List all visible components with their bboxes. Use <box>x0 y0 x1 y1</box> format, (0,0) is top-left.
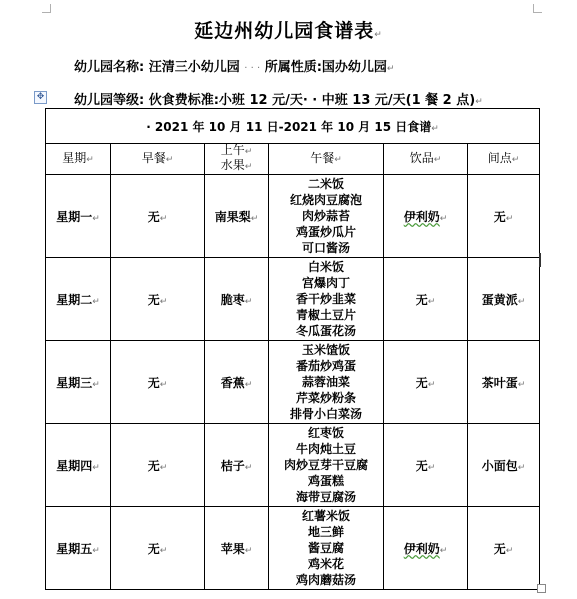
kindergarten-nature[interactable]: 所属性质:国办幼儿园 <box>264 60 387 75</box>
paragraph-mark: ↵ <box>86 154 94 165</box>
paragraph-mark: ↵ <box>159 545 168 556</box>
lunch-dish: 红薯米饭 <box>301 509 350 523</box>
paragraph-mark: ↵ <box>244 296 253 307</box>
paragraph-mark: ↵ <box>374 30 383 40</box>
drink-cell[interactable] <box>384 341 468 424</box>
header-fruit-line1: 上午 <box>220 143 245 157</box>
snack-cell[interactable] <box>468 507 540 590</box>
kindergarten-name[interactable]: 幼儿园名称: 汪清三小幼儿园 <box>74 60 240 75</box>
weekday-cell[interactable] <box>46 507 111 590</box>
lunch-cell[interactable] <box>269 424 384 507</box>
lunch-dish: 玉米馇饭 <box>301 343 350 357</box>
paragraph-mark: ↵ <box>427 462 436 473</box>
paragraph-mark: ↵ <box>92 379 100 390</box>
fee-standard-text[interactable]: 幼儿园等级: 伙食费标准:小班 12 元/天· · 中班 13 元/天(1 餐 2 点) <box>74 93 476 108</box>
lunch-dish: 鸡蛋炒瓜片 <box>295 225 356 239</box>
header-weekday[interactable] <box>46 144 111 175</box>
header-weekday-text: 星期 <box>62 150 87 165</box>
paragraph-mark: ↵ <box>427 379 436 390</box>
paragraph-mark: ↵ <box>159 462 168 473</box>
header-lunch-text: 午餐 <box>310 150 335 165</box>
paragraph-mark: ↵ <box>92 462 100 473</box>
header-snack-text: 间点 <box>487 150 512 165</box>
paragraph-mark: ↵ <box>92 545 100 556</box>
header-morning-fruit[interactable] <box>205 144 269 175</box>
table-row <box>46 424 540 507</box>
header-breakfast[interactable] <box>111 144 205 175</box>
fruit-text: 脆枣 <box>220 292 245 307</box>
paragraph-mark: ↵ <box>159 379 168 390</box>
drink-text: 伊利奶 <box>403 209 440 224</box>
date-range-row <box>46 109 540 144</box>
lunch-dish: 酱豆腐 <box>307 541 344 555</box>
paragraph-mark: ↵ <box>386 64 395 74</box>
paragraph-mark: ↵ <box>511 154 520 165</box>
lunch-dish: 青椒土豆片 <box>295 308 356 322</box>
lunch-dish: 鸡蛋糕 <box>307 474 344 488</box>
table-row <box>46 175 540 258</box>
paragraph-mark: ↵ <box>244 379 253 390</box>
lunch-cell[interactable] <box>269 175 384 258</box>
text-cursor <box>539 253 541 267</box>
lunch-dish: 二米饭 <box>307 177 344 191</box>
breakfast-cell[interactable] <box>111 258 205 341</box>
breakfast-text: 无 <box>147 541 160 556</box>
lunch-cell[interactable] <box>269 507 384 590</box>
breakfast-cell[interactable] <box>111 175 205 258</box>
paragraph-mark: ↵ <box>517 296 526 307</box>
drink-text: 无 <box>415 375 428 390</box>
kindergarten-info-line[interactable] <box>74 56 394 75</box>
lunch-dish: 排骨小白菜汤 <box>289 407 362 421</box>
weekday-text: 星期四 <box>56 458 93 473</box>
paragraph-mark: ↵ <box>475 97 483 107</box>
drink-text: 无 <box>415 292 428 307</box>
paragraph-mark: ↵ <box>505 545 514 556</box>
date-range-cell[interactable] <box>46 109 540 144</box>
lunch-dish: 牛肉炖土豆 <box>295 442 356 456</box>
drink-cell[interactable] <box>384 424 468 507</box>
paragraph-mark: ↵ <box>334 154 342 165</box>
date-range-text: · 2021 年 10 月 11 日-2021 年 10 月 15 日食谱 <box>146 119 432 134</box>
paragraph-mark: ↵ <box>244 147 253 157</box>
paragraph-mark: ↵ <box>517 379 526 390</box>
lunch-dish: 肉炒蒜苔 <box>301 209 350 223</box>
document-title[interactable] <box>0 16 577 43</box>
snack-text: 蛋黄派 <box>481 292 518 307</box>
crop-mark-top-left <box>42 4 51 13</box>
lunch-dish: 冬瓜蛋花汤 <box>295 324 356 338</box>
lunch-dish: 宫爆肉丁 <box>301 276 350 290</box>
table-resize-handle[interactable] <box>537 584 546 593</box>
lunch-dish: 番茄炒鸡蛋 <box>295 359 356 373</box>
title-text[interactable]: 延边州幼儿园食谱表 <box>194 20 375 42</box>
fruit-cell[interactable] <box>205 507 269 590</box>
weekday-text: 星期二 <box>56 292 93 307</box>
header-drink[interactable] <box>384 144 468 175</box>
fruit-text: 香蕉 <box>220 375 245 390</box>
fruit-text: 南果梨 <box>214 209 251 224</box>
lunch-dish: 香干炒韭菜 <box>295 292 356 306</box>
weekday-text: 星期一 <box>56 209 93 224</box>
snack-cell[interactable] <box>468 341 540 424</box>
table-row <box>46 507 540 590</box>
weekday-cell[interactable] <box>46 258 111 341</box>
lunch-dish: 肉炒豆芽干豆腐 <box>283 458 368 472</box>
breakfast-cell[interactable] <box>111 424 205 507</box>
header-drink-text: 饮品 <box>409 150 434 165</box>
lunch-dish: 白米饭 <box>307 260 344 274</box>
table-row <box>46 341 540 424</box>
header-snack[interactable] <box>468 144 540 175</box>
fruit-cell[interactable] <box>205 175 269 258</box>
breakfast-text: 无 <box>147 209 160 224</box>
lunch-dish: 海带豆腐汤 <box>295 490 356 504</box>
lunch-dish: 芹菜炒粉条 <box>295 391 356 405</box>
breakfast-text: 无 <box>147 292 160 307</box>
paragraph-mark: ↵ <box>250 213 259 224</box>
paragraph-mark: ↵ <box>427 296 436 307</box>
fruit-cell[interactable] <box>205 341 269 424</box>
paragraph-mark: ↵ <box>92 213 100 224</box>
breakfast-text: 无 <box>147 375 160 390</box>
weekday-cell[interactable] <box>46 341 111 424</box>
fruit-text: 苹果 <box>220 541 245 556</box>
snack-text: 茶叶蛋 <box>481 375 518 390</box>
lunch-dish: 红枣饭 <box>307 426 344 440</box>
crop-mark-top-right <box>533 4 542 13</box>
drink-cell[interactable] <box>384 175 468 258</box>
snack-text: 小面包 <box>481 458 518 473</box>
weekday-text: 星期五 <box>56 541 93 556</box>
lunch-dish: 鸡米花 <box>307 557 344 571</box>
breakfast-text: 无 <box>147 458 160 473</box>
paragraph-mark: ↵ <box>244 162 253 172</box>
lunch-cell[interactable] <box>269 341 384 424</box>
snack-text: 无 <box>493 541 506 556</box>
snack-cell[interactable] <box>468 424 540 507</box>
paragraph-mark: ↵ <box>431 123 439 134</box>
lunch-cell[interactable] <box>269 258 384 341</box>
weekday-text: 星期三 <box>56 375 93 390</box>
menu-table[interactable] <box>45 108 540 590</box>
paragraph-mark: ↵ <box>439 213 448 224</box>
breakfast-cell[interactable] <box>111 507 205 590</box>
lunch-dish: 红烧肉豆腐泡 <box>289 193 362 207</box>
weekday-cell[interactable] <box>46 175 111 258</box>
fruit-cell[interactable] <box>205 258 269 341</box>
fruit-text: 桔子 <box>220 458 245 473</box>
paragraph-mark: ↵ <box>165 154 174 165</box>
paragraph-mark: ↵ <box>433 154 442 165</box>
paragraph-mark: ↵ <box>159 213 168 224</box>
fruit-cell[interactable] <box>205 424 269 507</box>
lunch-dish: 鸡肉蘑菇汤 <box>295 573 356 587</box>
drink-text: 伊利奶 <box>403 541 440 556</box>
weekday-cell[interactable] <box>46 424 111 507</box>
paragraph-mark: ↵ <box>439 545 448 556</box>
paragraph-mark: ↵ <box>505 213 514 224</box>
fee-info-line[interactable] <box>74 89 483 108</box>
snack-cell[interactable] <box>468 258 540 341</box>
header-breakfast-text: 早餐 <box>141 150 166 165</box>
drink-cell[interactable] <box>384 507 468 590</box>
snack-text: 无 <box>493 209 506 224</box>
lunch-dish: 可口酱汤 <box>301 241 350 255</box>
table-row <box>46 258 540 341</box>
spacing-dots: · · · <box>244 63 261 74</box>
drink-text: 无 <box>415 458 428 473</box>
header-fruit-line2: 水果 <box>220 158 245 172</box>
table-move-handle-icon[interactable]: ✥ <box>34 91 47 104</box>
paragraph-mark: ↵ <box>244 545 253 556</box>
paragraph-mark: ↵ <box>244 462 253 473</box>
breakfast-cell[interactable] <box>111 341 205 424</box>
snack-cell[interactable] <box>468 175 540 258</box>
paragraph-mark: ↵ <box>159 296 168 307</box>
header-row <box>46 144 540 175</box>
lunch-dish: 地三鲜 <box>307 525 344 539</box>
header-lunch[interactable] <box>269 144 384 175</box>
paragraph-mark: ↵ <box>92 296 100 307</box>
paragraph-mark: ↵ <box>517 462 526 473</box>
lunch-dish: 蒜蓉油菜 <box>301 375 350 389</box>
drink-cell[interactable] <box>384 258 468 341</box>
